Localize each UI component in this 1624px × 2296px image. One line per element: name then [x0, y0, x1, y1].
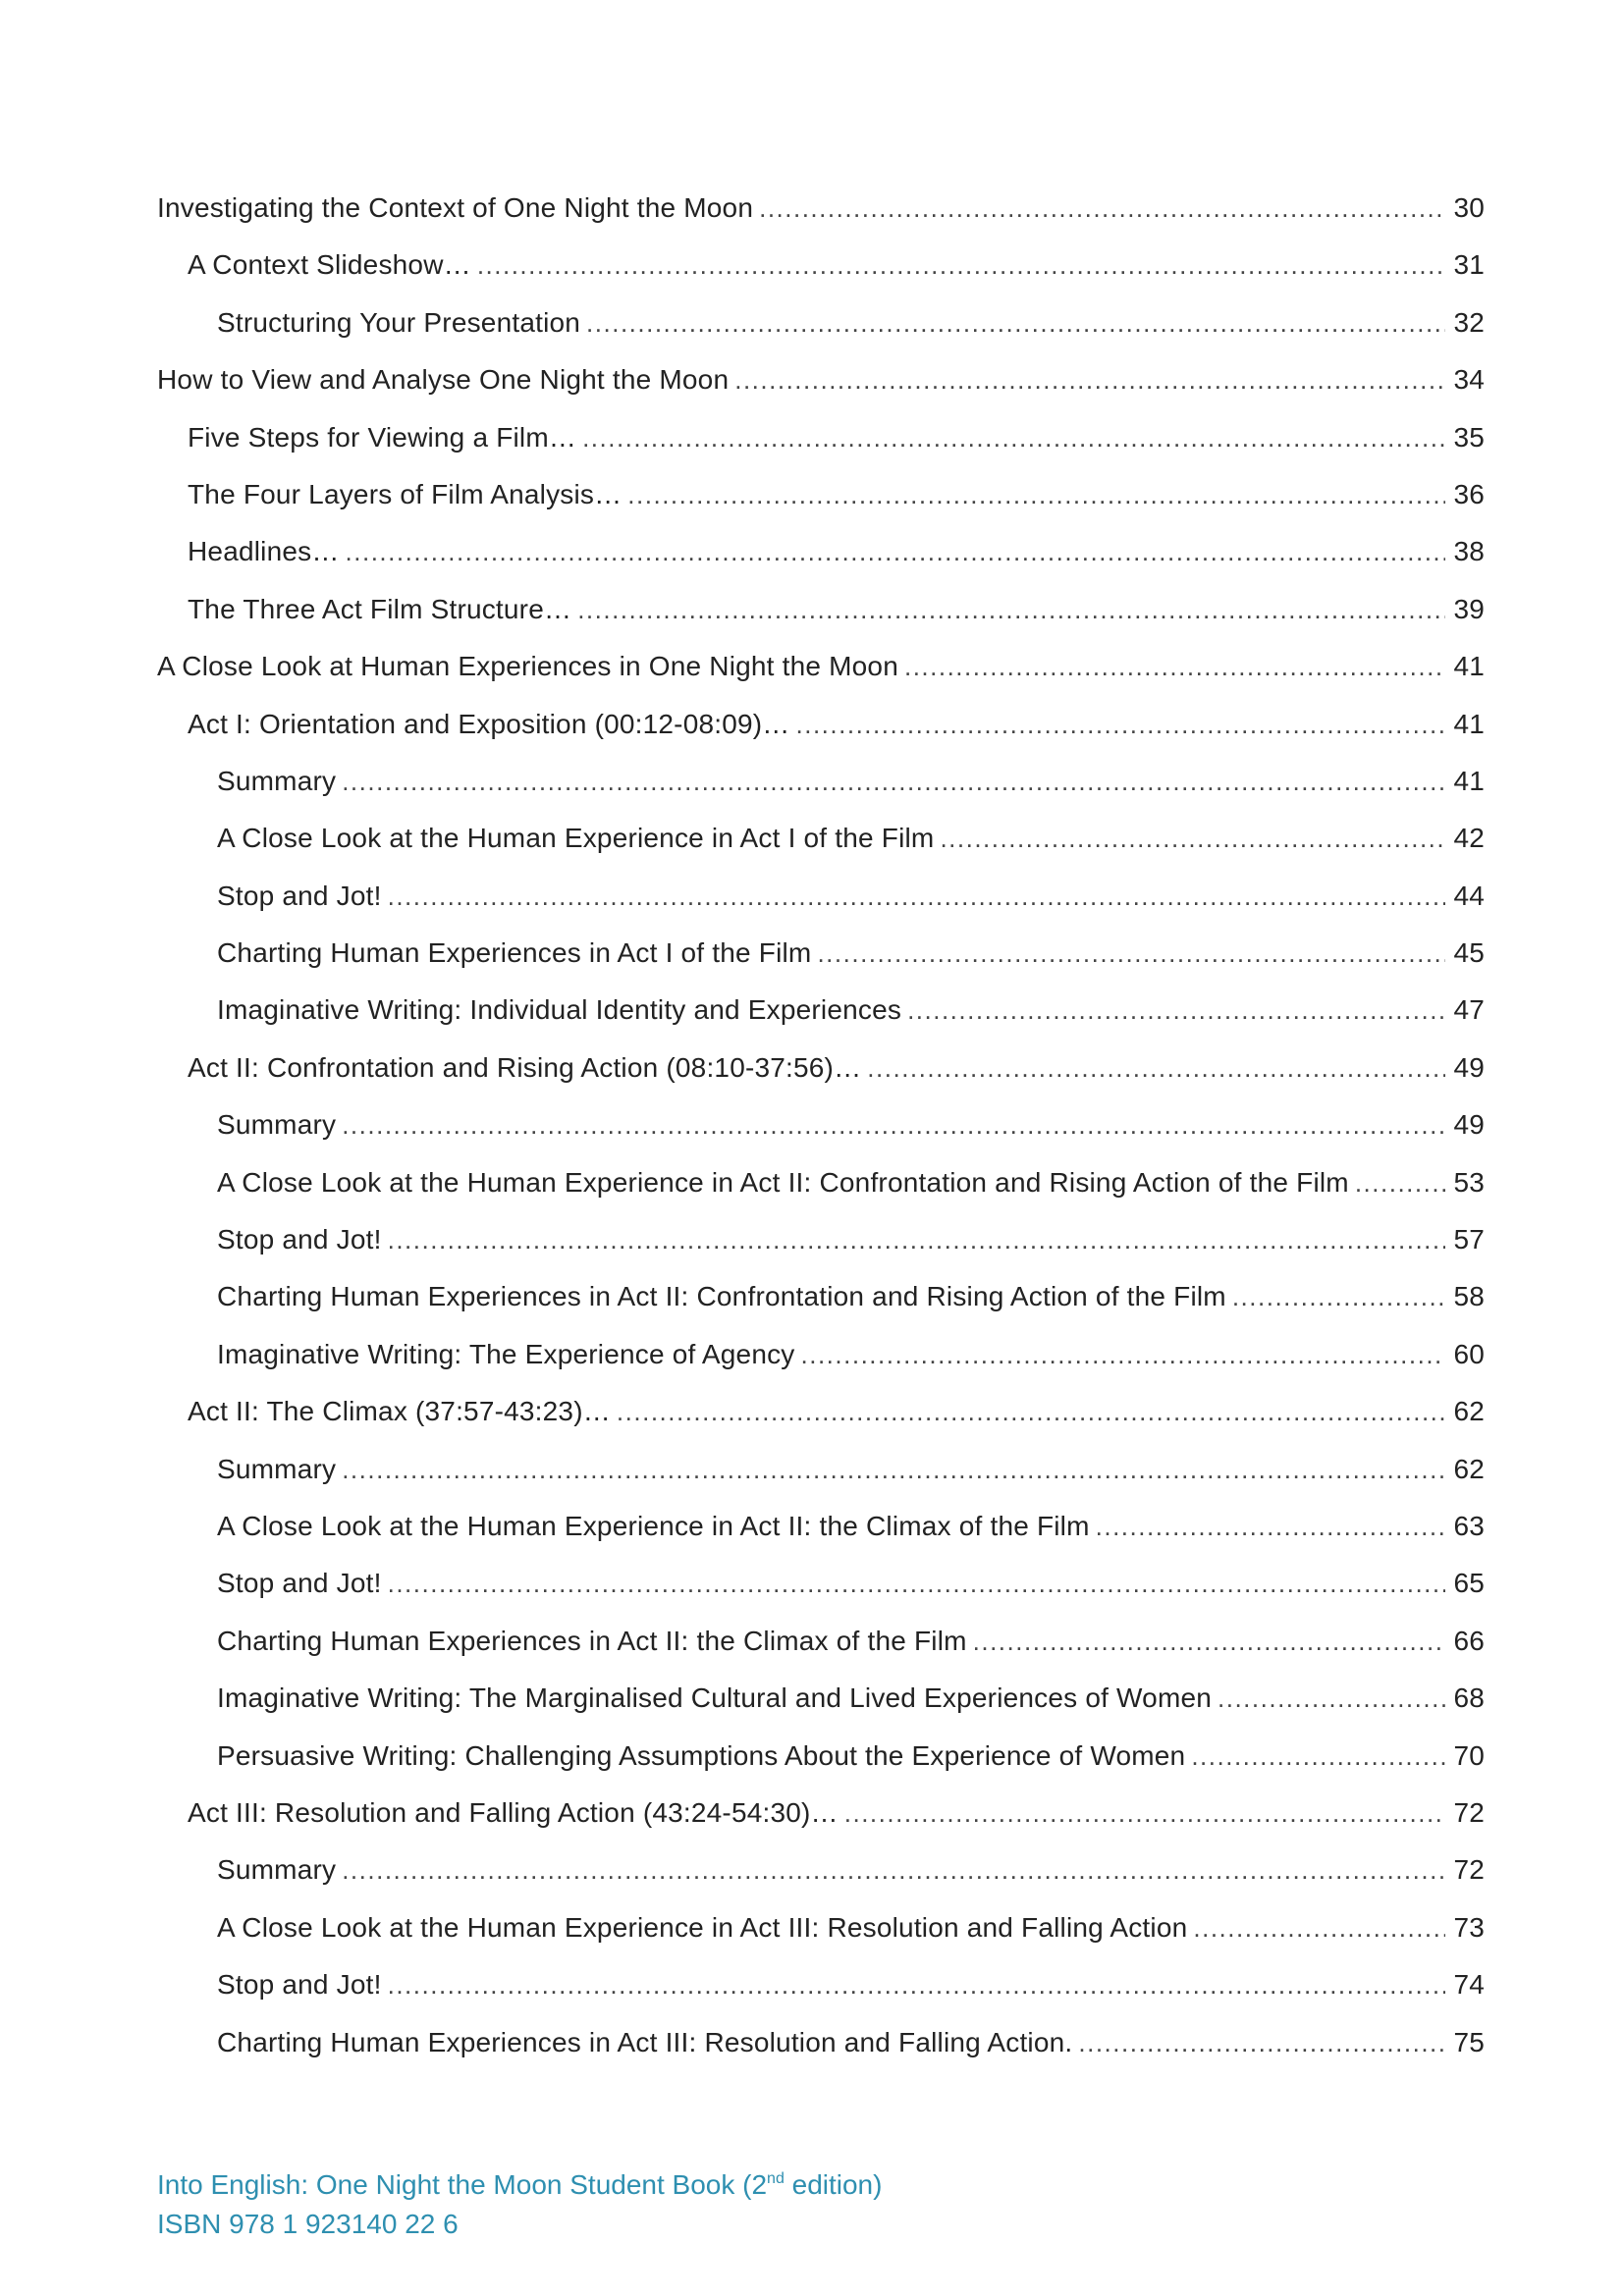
toc-entry-title: Summary — [217, 765, 337, 796]
toc-entry-title: A Close Look at the Human Experience in Act II: Confrontation and Rising Action of the Film — [217, 1166, 1349, 1198]
toc-entry-page-number: 57 — [1453, 1224, 1485, 1255]
toc-entry-page-number: 38 — [1453, 536, 1485, 567]
toc-dot-leader — [759, 193, 1445, 224]
toc-entry[interactable] — [157, 1682, 1485, 1739]
toc-entry-page-number: 62 — [1453, 1396, 1485, 1427]
toc-dot-leader — [346, 537, 1445, 567]
toc-entry-title: Act I: Orientation and Exposition (00:12-08:09)… — [188, 708, 790, 739]
toc-entry-page-number: 68 — [1453, 1682, 1485, 1714]
toc-entry-title: Five Steps for Viewing a Film… — [188, 421, 577, 453]
toc-dot-leader — [577, 595, 1445, 625]
toc-entry[interactable] — [157, 479, 1485, 536]
toc-entry[interactable] — [157, 1854, 1485, 1911]
toc-entry-page-number: 32 — [1453, 306, 1485, 338]
toc-dot-leader — [973, 1627, 1445, 1657]
toc-entry-page-number: 65 — [1453, 1568, 1485, 1599]
toc-entry-page-number: 72 — [1453, 1796, 1485, 1828]
toc-entry-page-number: 74 — [1453, 1969, 1485, 2001]
toc-entry[interactable] — [157, 1912, 1485, 1969]
toc-entry-title: Stop and Jot! — [217, 1969, 382, 2001]
toc-entry-title: A Close Look at Human Experiences in One Night the Moon — [157, 651, 898, 682]
toc-dot-leader — [1096, 1512, 1445, 1542]
toc-entry-title: Act II: Confrontation and Rising Action (08:10-37:56)… — [188, 1051, 862, 1083]
toc-entry-page-number: 42 — [1453, 823, 1485, 854]
toc-dot-leader — [388, 1225, 1445, 1255]
toc-entry-page-number: 70 — [1453, 1739, 1485, 1771]
toc-dot-leader — [940, 824, 1445, 854]
toc-entry-page-number: 49 — [1453, 1051, 1485, 1083]
toc-entry-page-number: 66 — [1453, 1625, 1485, 1656]
toc-dot-leader — [1218, 1683, 1445, 1714]
toc-dot-leader — [734, 365, 1445, 396]
toc-entry-page-number: 47 — [1453, 994, 1485, 1026]
toc-entry[interactable] — [157, 1626, 1485, 1682]
toc-entry-page-number: 49 — [1453, 1109, 1485, 1141]
toc-entry-title: Investigating the Context of One Night the Moon — [157, 192, 754, 223]
toc-entry[interactable] — [157, 823, 1485, 880]
toc-entry-title: Headlines… — [188, 536, 340, 567]
toc-dot-leader — [388, 1569, 1445, 1599]
toc-dot-leader — [342, 1110, 1445, 1141]
toc-entry-page-number: 35 — [1453, 421, 1485, 453]
toc-dot-leader — [342, 1455, 1445, 1485]
toc-dot-leader — [904, 652, 1445, 682]
toc-dot-leader — [907, 995, 1445, 1026]
toc-entry-page-number: 41 — [1453, 765, 1485, 796]
toc-entry-page-number: 45 — [1453, 937, 1485, 969]
toc-entry-page-number: 34 — [1453, 364, 1485, 396]
toc-entry-title: The Four Layers of Film Analysis… — [188, 478, 623, 509]
toc-dot-leader — [388, 881, 1445, 912]
toc-entry[interactable] — [157, 937, 1485, 994]
toc-entry-title: Summary — [217, 1854, 337, 1886]
toc-entry-title: Persuasive Writing: Challenging Assumptions About the Experience of Women — [217, 1739, 1186, 1771]
toc-entry-title: Stop and Jot! — [217, 1568, 382, 1599]
toc-entry[interactable] — [157, 881, 1485, 937]
toc-entry-title: Charting Human Experiences in Act III: Resolution and Falling Action. — [217, 2026, 1073, 2057]
toc-entry-title: Imaginative Writing: The Marginalised Cultural and Lived Experiences of Women — [217, 1682, 1213, 1714]
toc-entry-title: Imaginative Writing: Individual Identity and Experiences — [217, 994, 902, 1026]
toc-entry-title: Imaginative Writing: The Experience of Agency — [217, 1338, 795, 1369]
toc-entry-title: A Close Look at the Human Experience in Act III: Resolution and Falling Action — [217, 1911, 1188, 1943]
toc-dot-leader — [1355, 1168, 1445, 1199]
toc-entry[interactable] — [157, 994, 1485, 1051]
toc-entry[interactable] — [157, 1052, 1485, 1109]
toc-entry-title: A Close Look at the Human Experience in Act I of the Film — [217, 823, 935, 854]
toc-entry-title: Charting Human Experiences in Act II: Confrontation and Rising Action of the Film — [217, 1281, 1226, 1312]
toc-entry[interactable] — [157, 709, 1485, 766]
toc-dot-leader — [1191, 1741, 1445, 1772]
toc-entry[interactable] — [157, 594, 1485, 651]
toc-dot-leader — [1193, 1913, 1445, 1944]
toc-dot-leader — [342, 767, 1445, 797]
toc-dot-leader — [627, 480, 1445, 510]
toc-entry[interactable] — [157, 1969, 1485, 2026]
toc-entry-title: How to View and Analyse One Night the Moon — [157, 364, 730, 396]
toc-entry[interactable] — [157, 1740, 1485, 1797]
toc-entry[interactable] — [157, 249, 1485, 306]
toc-entry[interactable] — [157, 192, 1485, 249]
toc-entry-page-number: 53 — [1453, 1166, 1485, 1198]
toc-entry-page-number: 44 — [1453, 880, 1485, 911]
toc-entry-title: Stop and Jot! — [217, 880, 382, 911]
toc-entry[interactable] — [157, 2027, 1485, 2084]
toc-dot-leader — [617, 1397, 1445, 1427]
toc-entry-title: Act II: The Climax (37:57-43:23)… — [188, 1396, 611, 1427]
toc-entry[interactable] — [157, 1454, 1485, 1511]
toc-dot-leader — [796, 710, 1446, 740]
table-of-contents — [157, 192, 1485, 2084]
toc-dot-leader — [1078, 2028, 1445, 2058]
toc-dot-leader — [388, 1970, 1445, 2001]
toc-entry[interactable] — [157, 1396, 1485, 1453]
toc-dot-leader — [817, 938, 1445, 969]
toc-entry[interactable] — [157, 364, 1485, 421]
toc-entry-title: Summary — [217, 1453, 337, 1484]
toc-entry-page-number: 31 — [1453, 249, 1485, 281]
toc-entry[interactable] — [157, 1109, 1485, 1166]
toc-entry[interactable] — [157, 1281, 1485, 1338]
toc-dot-leader — [867, 1053, 1445, 1084]
toc-entry-title: The Three Act Film Structure… — [188, 593, 572, 624]
toc-dot-leader — [586, 308, 1445, 339]
toc-entry-page-number: 60 — [1453, 1338, 1485, 1369]
toc-entry[interactable] — [157, 766, 1485, 823]
toc-entry-page-number: 63 — [1453, 1510, 1485, 1541]
page-footer — [157, 2165, 882, 2244]
toc-entry-page-number: 62 — [1453, 1453, 1485, 1484]
footer-book-title-suffix: edition) — [784, 2169, 883, 2200]
footer-isbn: ISBN 978 1 923140 22 6 — [157, 2209, 459, 2239]
toc-dot-leader — [1232, 1282, 1445, 1312]
toc-entry[interactable] — [157, 1339, 1485, 1396]
toc-entry-page-number: 75 — [1453, 2026, 1485, 2057]
toc-entry[interactable] — [157, 1797, 1485, 1854]
toc-entry-title: A Close Look at the Human Experience in Act II: the Climax of the Film — [217, 1510, 1090, 1541]
toc-entry-page-number: 36 — [1453, 478, 1485, 509]
toc-entry[interactable] — [157, 422, 1485, 479]
toc-entry[interactable] — [157, 1167, 1485, 1224]
toc-entry-page-number: 30 — [1453, 192, 1485, 223]
toc-entry-page-number: 41 — [1453, 651, 1485, 682]
toc-entry-title: Act III: Resolution and Falling Action (43:24-54:30)… — [188, 1796, 839, 1828]
toc-entry[interactable] — [157, 1568, 1485, 1625]
toc-entry-page-number: 73 — [1453, 1911, 1485, 1943]
toc-entry[interactable] — [157, 307, 1485, 364]
toc-entry[interactable] — [157, 1511, 1485, 1568]
toc-entry-title: Summary — [217, 1109, 337, 1141]
toc-entry-page-number: 72 — [1453, 1854, 1485, 1886]
toc-entry-page-number: 39 — [1453, 593, 1485, 624]
toc-dot-leader — [477, 250, 1445, 281]
toc-dot-leader — [844, 1798, 1445, 1829]
toc-dot-leader — [801, 1340, 1446, 1370]
toc-entry-title: Charting Human Experiences in Act I of the Film — [217, 937, 812, 969]
toc-entry-title: Stop and Jot! — [217, 1224, 382, 1255]
toc-entry-page-number: 58 — [1453, 1281, 1485, 1312]
toc-entry[interactable] — [157, 651, 1485, 708]
toc-entry-page-number: 41 — [1453, 708, 1485, 739]
toc-dot-leader — [582, 423, 1445, 454]
toc-entry-title: Charting Human Experiences in Act II: the Climax of the Film — [217, 1625, 967, 1656]
footer-book-title — [157, 2165, 882, 2205]
toc-entry-title: A Context Slideshow… — [188, 249, 471, 281]
toc-entry[interactable] — [157, 1224, 1485, 1281]
toc-entry[interactable] — [157, 536, 1485, 593]
footer-edition-superscript: nd — [767, 2170, 785, 2187]
footer-book-title-text: Into English: One Night the Moon Student Book (2 — [157, 2169, 768, 2200]
toc-dot-leader — [342, 1855, 1445, 1886]
toc-entry-title: Structuring Your Presentation — [217, 306, 581, 338]
